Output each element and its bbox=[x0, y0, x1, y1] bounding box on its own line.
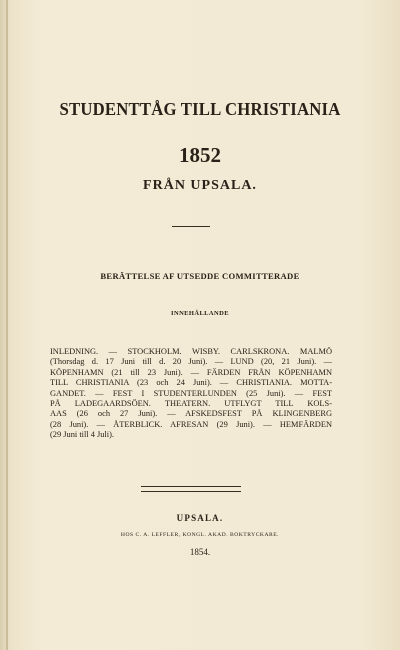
contents-line: (28 Juni). — ÅTERBLICK. AFRESAN (29 Juni). — HEMFÄRDEN bbox=[50, 419, 332, 429]
book-origin: FRÅN UPSALA. bbox=[143, 178, 257, 193]
contents-line: KÖPENHAMN (21 till 23 Juni). — FÄRDEN FRÅN KÖPENHAMN bbox=[50, 367, 332, 377]
book-title: STUDENTTÅG TILL CHRISTIANIA bbox=[59, 99, 341, 119]
contents-line: TILL CHRISTIANIA (23 och 24 Juni). — CHRISTIANIA. MOTTA- bbox=[50, 378, 332, 388]
contents-line: INLEDNING. — STOCKHOLM. WISBY. CARLSKRONA. MALMÖ bbox=[50, 347, 332, 356]
report-subtitle: BERÄTTELSE AF UTSEDDE COMMITTERADE bbox=[100, 271, 300, 281]
imprint-publisher: HOS C. A. LEFFLER, KONGL. AKAD. BOKTRYCKARE. bbox=[120, 532, 280, 538]
short-divider bbox=[172, 226, 210, 227]
book-year: 1852 bbox=[179, 143, 221, 167]
contents-line: AAS (26 och 27 Juni). — AFSKEDSFEST PÅ KLINGENBERG bbox=[50, 409, 332, 419]
double-divider bbox=[141, 486, 241, 492]
imprint-year: 1854. bbox=[189, 547, 211, 557]
contents-line: (29 Juni till 4 Juli). bbox=[50, 430, 114, 440]
contents-summary bbox=[50, 347, 332, 441]
contents-line: (Thorsdag d. 17 Juni till d. 20 Juni). — LUND (20, 21 Juni). — bbox=[50, 357, 332, 367]
contents-line: PÅ LADEGAARDSÖEN. THEATERN. UTFLYGT TILL KOLS- bbox=[50, 399, 332, 409]
imprint-city: UPSALA. bbox=[176, 513, 224, 523]
containing-label: INNEHÅLLANDE bbox=[171, 310, 229, 317]
contents-line: GANDET. — FEST I STUDENTERLUNDEN (25 Juni). — FEST bbox=[50, 388, 332, 398]
